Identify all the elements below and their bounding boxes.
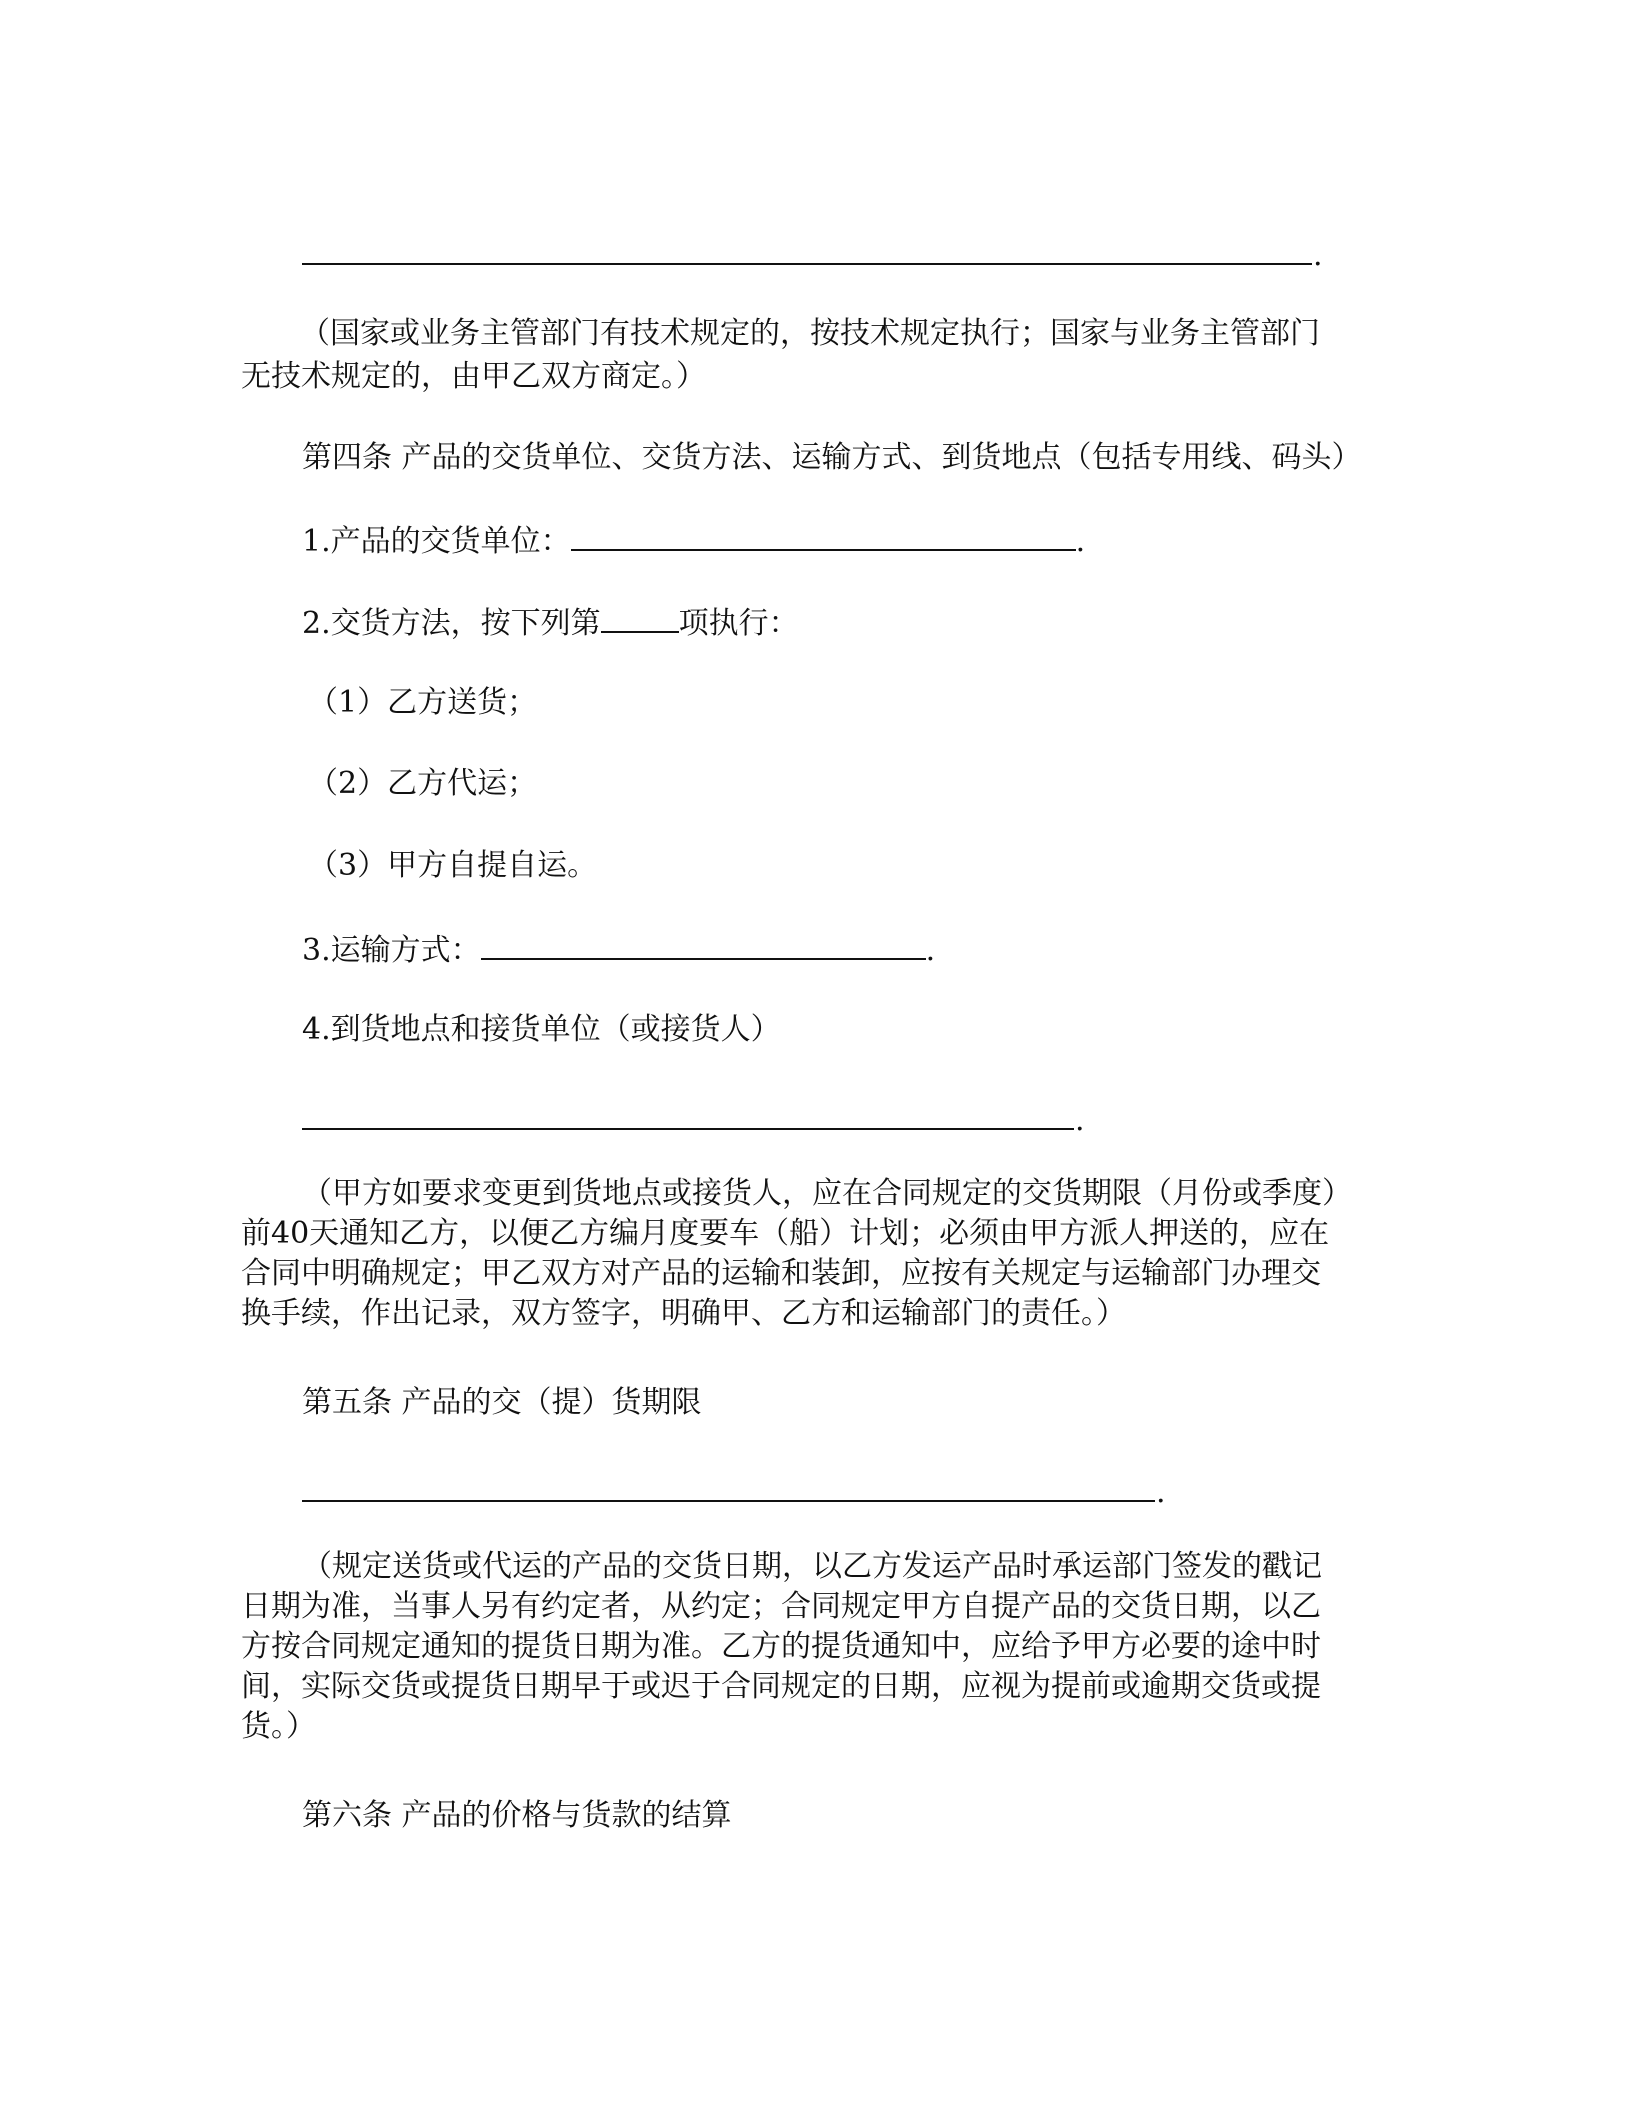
item-3-label: 3.运输方式： <box>302 933 481 968</box>
note-technical-standards <box>300 314 1400 354</box>
delivery-deadline-field[interactable] <box>302 1500 1155 1502</box>
item-3-end: . <box>925 933 936 968</box>
note-3-line-4: 间，实际交货或提货日期早于或迟于合同规定的日期，应视为提前或逾期交货或提 <box>241 1669 1321 1704</box>
destination-field[interactable] <box>302 1128 1074 1130</box>
note-change-destination <box>241 1174 1391 1334</box>
destination-field-end: . <box>1075 1103 1085 1138</box>
option-seller-delivery: （1）乙方送货； <box>308 685 538 720</box>
note-delivery-date-rules <box>241 1547 1391 1747</box>
option-buyer-pickup: （3）甲方自提自运。 <box>308 848 598 883</box>
option-seller-shipping: （2）乙方代运； <box>308 766 538 801</box>
note-2-line-4: 换手续，作出记录，双方签字，明确甲、乙方和运输部门的责任。） <box>241 1296 1126 1331</box>
item-2-suffix: 项执行： <box>678 606 799 641</box>
item-2-delivery-method <box>302 601 799 644</box>
delivery-unit-field[interactable] <box>571 519 1076 551</box>
note-2-line-2: 前40天通知乙方，以便乙方编月度要车（船）计划；必须由甲方派人押送的，应在 <box>241 1216 1330 1251</box>
transport-mode-field[interactable] <box>481 928 926 960</box>
item-2-prefix: 2.交货方法，按下列第 <box>302 606 601 641</box>
item-4-destination: 4.到货地点和接货单位（或接货人） <box>302 1012 781 1047</box>
blank-line-top[interactable] <box>302 263 1312 265</box>
note-3-line-1: （规定送货或代运的产品的交货日期，以乙方发运产品时承运部门签发的戳记 <box>302 1549 1322 1584</box>
note-2-line-3: 合同中明确规定；甲乙双方对产品的运输和装卸，应按有关规定与运输部门办理交 <box>241 1256 1321 1291</box>
delivery-method-option-field[interactable] <box>601 601 679 633</box>
item-1-label: 1.产品的交货单位： <box>302 524 571 559</box>
note-1-line-1: （国家或业务主管部门有技术规定的，按技术规定执行；国家与业务主管部门 <box>300 316 1320 351</box>
note-technical-standards-cont <box>241 357 1391 397</box>
delivery-deadline-field-end: . <box>1156 1475 1166 1510</box>
note-3-line-5: 货。） <box>241 1709 316 1744</box>
item-1-delivery-unit <box>302 519 1085 562</box>
note-3-line-3: 方按合同规定通知的提货日期为准。乙方的提货通知中，应给予甲方必要的途中时 <box>241 1629 1321 1664</box>
note-1-line-2: 无技术规定的，由甲乙双方商定。） <box>241 359 706 394</box>
note-2-line-1: （甲方如要求变更到货地点或接货人，应在合同规定的交货期限（月份或季度） <box>302 1176 1352 1211</box>
item-3-transport-mode <box>302 928 935 971</box>
article-4-heading: 第四条 产品的交货单位、交货方法、运输方式、到货地点（包括专用线、码头） <box>302 440 1362 475</box>
blank-line-top-end: . <box>1313 238 1323 273</box>
item-1-end: . <box>1075 524 1086 559</box>
note-3-line-2: 日期为准，当事人另有约定者，从约定；合同规定甲方自提产品的交货日期，以乙 <box>241 1589 1321 1624</box>
article-6-heading: 第六条 产品的价格与货款的结算 <box>302 1798 732 1833</box>
article-5-heading: 第五条 产品的交（提）货期限 <box>302 1385 702 1420</box>
